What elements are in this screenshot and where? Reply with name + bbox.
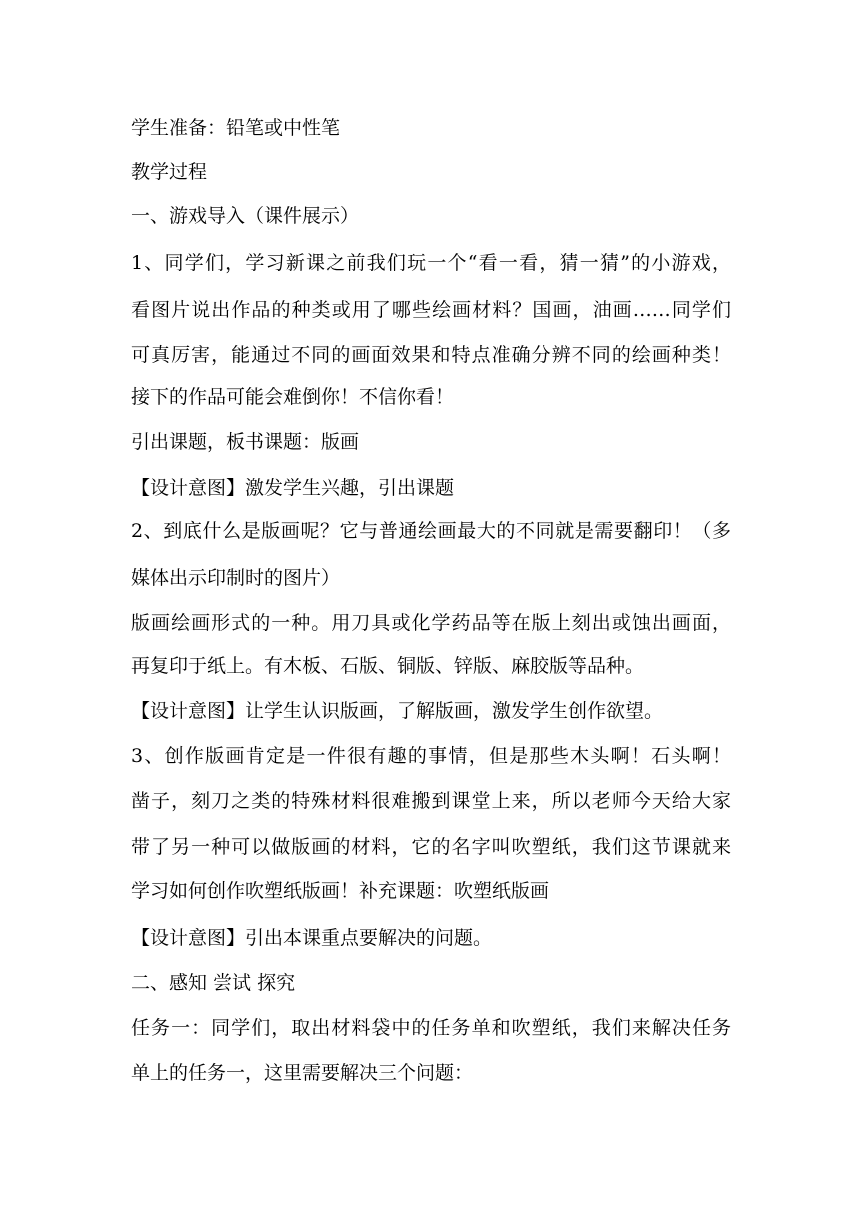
text-line: 二、感知 尝试 探究	[131, 972, 296, 994]
text-line: 3、创作版画肯定是一件很有趣的事情，但是那些木头啊！石头啊！	[131, 745, 731, 767]
text-line: 任务一：同学们，取出材料袋中的任务单和吹塑纸，我们来解决任务	[131, 1017, 731, 1039]
text-line: 凿子，刻刀之类的特殊材料很难搬到课堂上来，所以老师今天给大家	[131, 790, 731, 812]
text-line: 看图片说出作品的种类或用了哪些绘画材料？国画，油画……同学们	[131, 299, 731, 321]
text-line: 再复印于纸上。有木板、石版、铜版、锌版、麻胶版等品种。	[131, 655, 645, 677]
text-line: 接下的作品可能会难倒你！不信你看！	[131, 386, 455, 408]
text-line: 引出课题，板书课题：版画	[131, 431, 360, 453]
text-line: 可真厉害，能通过不同的画面效果和特点准确分辨不同的绘画种类！	[131, 344, 731, 366]
text-line: 2、到底什么是版画呢？它与普通绘画最大的不同就是需要翻印！（多	[131, 520, 731, 542]
text-line: 学习如何创作吹塑纸版画！补充课题：吹塑纸版画	[131, 880, 550, 902]
text-line: 【设计意图】让学生认识版画，了解版画，激发学生创作欲望。	[131, 700, 664, 722]
text-line: 版画绘画形式的一种。用刀具或化学药品等在版上刻出或蚀出画面，	[131, 612, 731, 634]
text-line: 1、同学们，学习新课之前我们玩一个“看一看，猜一猜”的小游戏，	[131, 252, 731, 274]
text-line: 带了另一种可以做版画的材料，它的名字叫吹塑纸，我们这节课就来	[131, 836, 731, 858]
text-line: 媒体出示印制时的图片）	[131, 567, 341, 589]
text-line: 【设计意图】激发学生兴趣，引出课题	[131, 477, 455, 499]
text-line: 学生准备：铅笔或中性笔	[131, 117, 341, 139]
text-line: 【设计意图】引出本课重点要解决的问题。	[131, 927, 493, 949]
text-line: 单上的任务一，这里需要解决三个问题：	[131, 1062, 474, 1084]
text-line: 教学过程	[131, 161, 208, 183]
text-line: 一、游戏导入（课件展示）	[131, 205, 360, 227]
